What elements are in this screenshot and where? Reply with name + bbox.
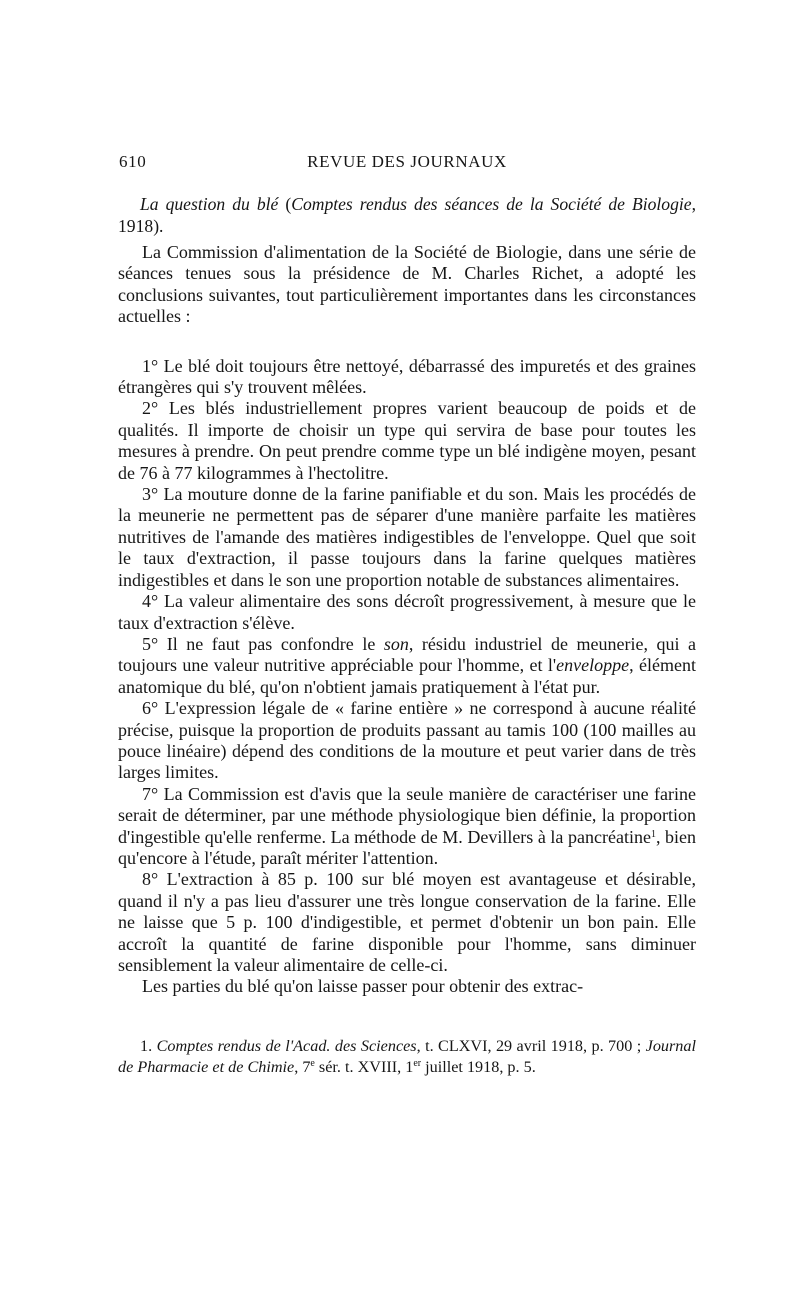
term-enveloppe: enveloppe	[556, 655, 630, 676]
article-citation	[118, 194, 696, 237]
footnote-ref1-title: Comptes rendus de l'Acad. des Sciences	[156, 1036, 417, 1055]
conclusion-1: 1° Le blé doit toujours être nettoyé, débarrassé des impuretés et des graines étrangères qui s'y trouvent mêlées.	[118, 355, 696, 398]
running-title: REVUE DES JOURNAUX	[307, 152, 507, 171]
footnote-number: 1.	[140, 1036, 157, 1055]
conclusion-6: 6° L'expression légale de « farine entière » ne correspond à aucune réalité précise, puisque la proportion de produits passant au tamis 100 (100 mailles au pouce linéaire) dépend des conditions de la mouture et peut varier dans de très larges limites.	[118, 698, 696, 783]
footnote-ref1-details: , t. CLXVI, 29 avril 1918, p. 700 ;	[416, 1036, 646, 1055]
footnote-ref2-series: , 7	[294, 1057, 311, 1076]
footnote	[118, 1036, 696, 1078]
footnote-spacer	[118, 998, 696, 1036]
page-number: 610	[119, 152, 147, 171]
conclusion-5	[118, 634, 696, 698]
conclusion-5-text-a: 5° Il ne faut pas confondre le	[142, 633, 384, 654]
conclusion-2: 2° Les blés industriellement propres varient beaucoup de poids et de qualités. Il importe de choisir un type qui servira de base pour toutes les mesures à prendre. On peut prendre comme type un blé indigène moyen, pesant de 76 à 77 kilogrammes à l'hectolitre.	[118, 398, 696, 483]
footnote-ref2-day-sup: er	[413, 1057, 422, 1069]
conclusion-3: 3° La mouture donne de la farine panifiable et du son. Mais les procédés de la meunerie ne permettent pas de séparer d'une manière parfaite les matières nutritives de l'amande des matières indigestibles de l'enveloppe. Quel que soit le taux d'extraction, il passe toujours dans la farine quelques matières indigestibles et dans le son une proportion notable de substances alimentaires.	[118, 484, 696, 590]
conclusion-4: 4° La valeur alimentaire des sons décroît progressivement, à mesure que le taux d'extraction s'élève.	[118, 591, 696, 633]
footnote-reference: 1	[650, 828, 656, 840]
footnote-ref2-series-sup: e	[310, 1057, 315, 1069]
conclusion-7	[118, 784, 696, 870]
citation-paren-open: (	[285, 194, 292, 214]
conclusion-7-rest: , bien qu'encore à l'étude, paraît mériter l'attention.	[118, 826, 696, 868]
article-source: Comptes rendus des séances de la Société de Biologie	[291, 194, 692, 214]
running-header	[118, 152, 696, 174]
citation-year: , 1918).	[118, 194, 696, 236]
conclusion-5-text-b: , résidu industriel de meunerie, qui a toujours une valeur nutritive appréciable pour l'homme, et l'	[118, 633, 696, 676]
intro-paragraph: La Commission d'alimentation de la Société de Biologie, dans une série de séances tenues sous la présidence de M. Charles Richet, a adopté les conclusions suivantes, tout particulièrement importantes dans les circonstances actuelles :	[118, 242, 696, 327]
conclusion-7-text: 7° La Commission est d'avis que la seule manière de caractériser une farine serait de déterminer, par une méthode physiologique bien définie, la proportion d'ingestible qu'elle renferme. La méthode de M. Devillers à la pancréatine	[118, 783, 696, 847]
footnote-ref2-title: Journal de Pharmacie et de Chimie	[118, 1036, 696, 1076]
footnote-ref2-details: sér. t. XVIII, 1	[314, 1057, 414, 1076]
article-title: La question du blé	[140, 194, 279, 214]
footnote-ref2-end: juillet 1918, p. 5.	[421, 1057, 536, 1076]
conclusion-5-text-c: , élément anatomique du blé, qu'on n'obtient jamais pratiquement à l'état pur.	[118, 655, 696, 697]
continuation-line: Les parties du blé qu'on laisse passer pour obtenir des extrac-	[142, 976, 584, 997]
term-son: son	[383, 633, 409, 654]
conclusion-8: 8° L'extraction à 85 p. 100 sur blé moyen est avantageuse et désirable, quand il n'y a pas lieu d'assurer une très longue conservation de la farine. Elle ne laisse que 5 p. 100 d'indigestible, et permet d'obtenir un bon pain. Elle accroît la quantité de farine disponible pour l'homme, sans diminuer sensiblement la valeur alimentaire de celle-ci.	[118, 869, 696, 975]
journal-page	[118, 152, 696, 1078]
